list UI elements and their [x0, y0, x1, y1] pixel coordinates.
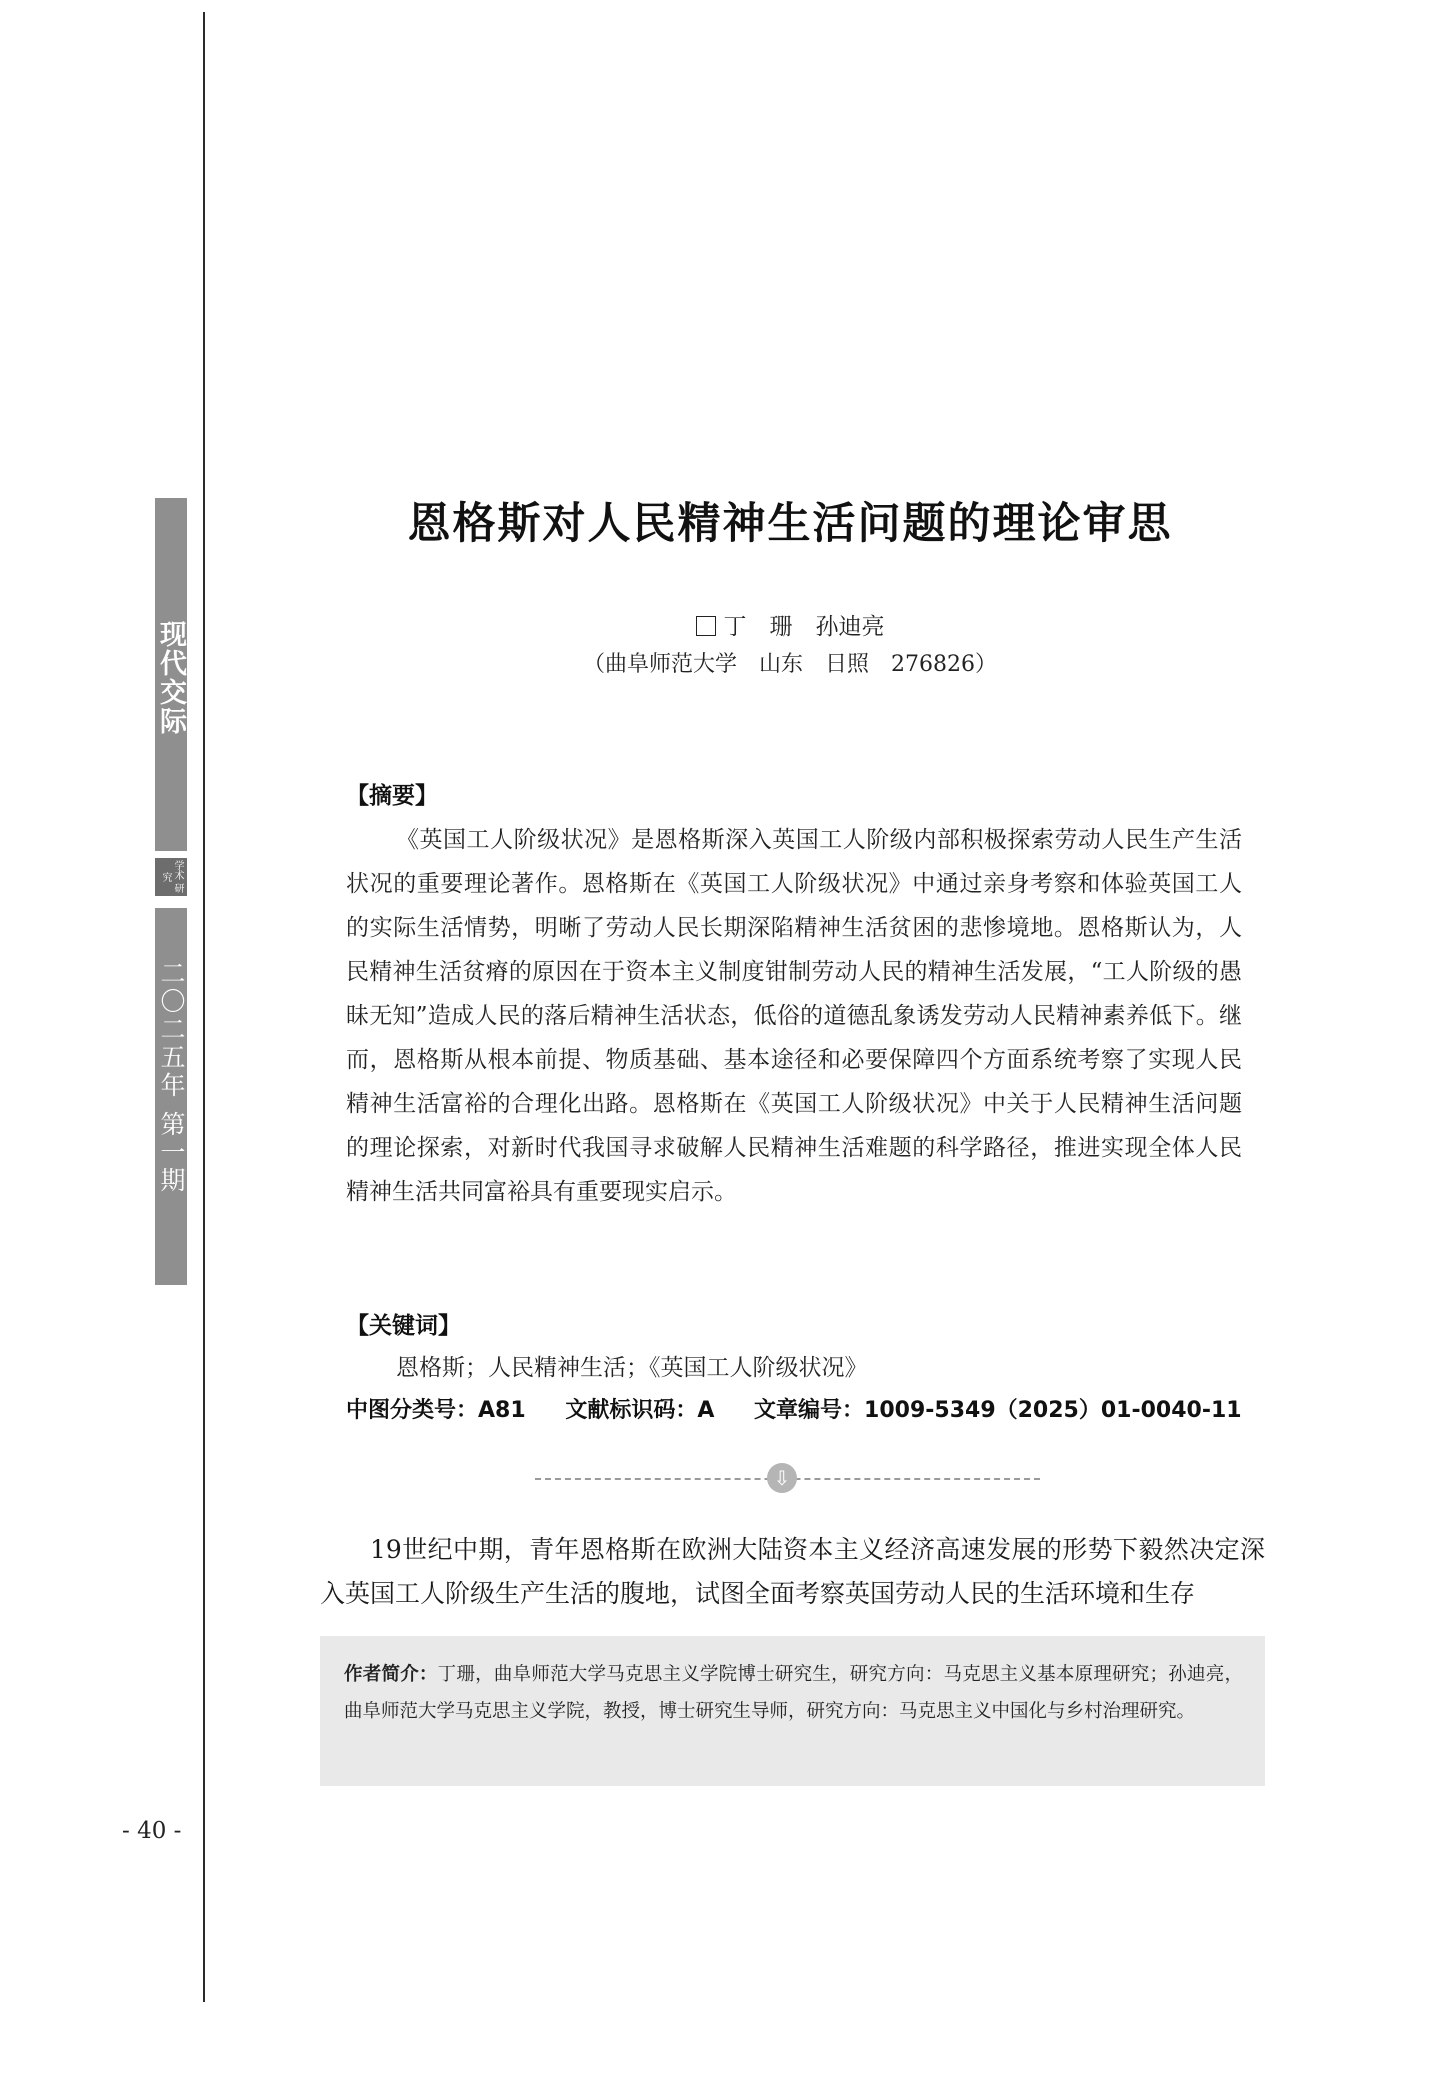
affiliation: （曲阜师范大学 山东 日照 276826） [583, 652, 997, 677]
authors: 丁 珊 孙迪亮 [723, 614, 885, 640]
issue-label: 二〇二五年 第一期 [157, 960, 186, 1195]
journal-name: 现代交际 [155, 620, 186, 736]
author-info-text: 丁珊，曲阜师范大学马克思主义学院博士研究生，研究方向：马克思主义基本原理研究；孙迪亮，曲阜师范大学马克思主义学院，教授，博士研究生导师，研究方向：马克思主义中国化与乡村治理研究。 [344, 1664, 1243, 1722]
page-number: - 40 - [122, 1818, 182, 1844]
author-box-icon [696, 616, 716, 636]
journal-seal: 学术 研究 [155, 858, 187, 896]
abstract-label: 【摘要】 [346, 783, 438, 809]
margin-rule [203, 12, 205, 2002]
classification-number: 中图分类号：A81 [346, 1398, 526, 1423]
author-info-box [320, 1636, 1265, 1786]
body-paragraph: 19世纪中期，青年恩格斯在欧洲大陆资本主义经济高速发展的形势下毅然决定深入英国工人阶级生产生活的腹地，试图全面考察英国劳动人民的生活环境和生存 [320, 1535, 1265, 1608]
classification-line [346, 1393, 1246, 1424]
keywords-text: 恩格斯；人民精神生活；《英国工人阶级状况》 [396, 1355, 868, 1381]
author-info-label: 作者简介： [344, 1664, 438, 1685]
author-line [320, 608, 1260, 641]
abstract-text: 《英国工人阶级状况》是恩格斯深入英国工人阶级内部积极探索劳动人民生产生活状况的重要理论著作。恩格斯在《英国工人阶级状况》中通过亲身考察和体验英国工人的实际生活情势，明晰了劳动人民长期深陷精神生活贫困的悲惨境地。恩格斯认为，人民精神生活贫瘠的原因在于资本主义制度钳制劳动人民的精神生活发展，“工人阶级的愚昧无知”造成人民的落后精神生活状态，低俗的道德乱象诱发劳动人民精神素养低下。继而，恩格斯从根本前提、物质基础、基本途径和必要保障四个方面系统考察了实现人民精神生活富裕的合理化出路。恩格斯在《英国工人阶级状况》中关于人民精神生活问题的理论探索，对新时代我国寻求破解人民精神生活难题的科学路径，推进实现全体人民精神生活共同富裕具有重要现实启示。 [346, 827, 1242, 1205]
article-title: 恩格斯对人民精神生活问题的理论审思 [407, 499, 1173, 549]
keywords-label: 【关键词】 [346, 1313, 461, 1339]
arrow-down-icon: ⇩ [767, 1463, 797, 1493]
document-code: 文献标识码：A [565, 1398, 715, 1423]
article-number: 文章编号：1009-5349（2025）01-0040-11 [754, 1398, 1242, 1423]
